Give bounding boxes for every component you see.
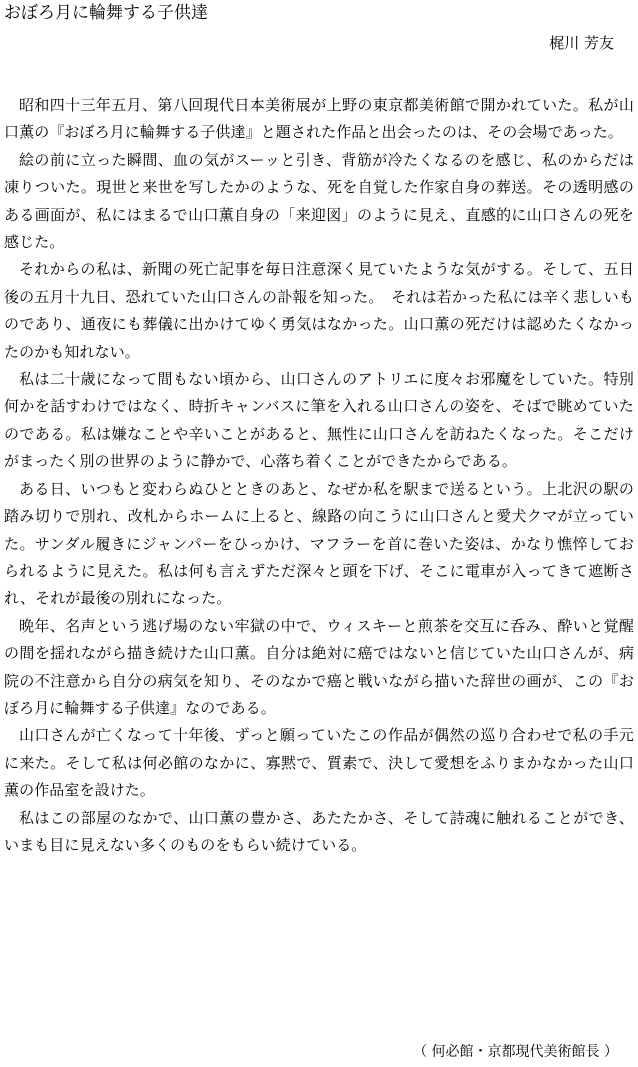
paragraph: ある日、いつもと変わらぬひとときのあと、なぜか私を駅まで送るという。上北沢の駅の踏み切りで別れ、改札からホームに上ると、線路の向こうに山口さんと愛犬クマが立っていた。サンダル履きにジャンパーをひっかけ、マフラーを首に巻いた姿は、かなり憔悴しておられるように見えた。私は何も言えずただ深々と頭を下げ、そこに電車が入ってきて遮断され、それが最後の別れになった。 <box>4 479 634 608</box>
paragraph: 昭和四十三年五月、第八回現代日本美術展が上野の東京都美術館で開かれていた。私が山口薫の『おぼろ月に輪舞する子供達』と題された作品と出会ったのは、その会場であった。 <box>4 96 634 142</box>
author-affiliation: （ 何必館・京都現代美術館長 ） <box>413 1044 618 1060</box>
paragraph: 私はこの部屋のなかで、山口薫の豊かさ、あたたかさ、そして詩魂に触れることができ、いまも目に見えない多くのものをもらい続けている。 <box>4 808 634 854</box>
document-title: おぼろ月に輪舞する子供達 <box>4 3 208 23</box>
paragraph: 山口さんが亡くなって十年後、ずっと願っていたこの作品が偶然の巡り合わせで私の手元に来た。そして私は何必館のなかに、寡黙で、質素で、決して愛想をふりまかなかった山口薫の作品室を設けた。 <box>4 726 634 800</box>
paragraph: 晩年、名声という逃げ場のない牢獄の中で、ウィスキーと煎茶を交互に呑み、酔いと覚醒の間を揺れながら描き続けた山口薫。自分は絶対に癌ではないと信じていた山口さんが、病院の不注意から自分の病気を知り、そのなかで癌と戦いながら描いた辞世の画が、この『おぼろ月に輪舞する子供達』なのである。 <box>4 616 634 717</box>
author-name: 梶川 芳友 <box>549 34 614 52</box>
paragraph: 私は二十歳になって間もない頃から、山口さんのアトリエに度々お邪魔をしていた。特別何かを話すわけではなく、時折キャンバスに筆を入れる山口さんの姿を、そばで眺めていたのである。私は嫌なことや辛いことがあると、無性に山口さんを訪ねたくなった。そこだけがまったく別の世界のように静かで、心落ち着くことができたからである。 <box>4 370 634 471</box>
essay-body <box>4 92 634 859</box>
paragraph: それからの私は、新聞の死亡記事を毎日注意深く見ていたような気がする。そして、五日後の五月十九日、恐れていた山口さんの訃報を知った。 それは若かった私には辛く悲しいものであり、通夜にも葬儀に出かけてゆく勇気はなかった。山口薫の死だけは認めたくなかったのかも知れない。 <box>4 260 634 361</box>
paragraph: 絵の前に立った瞬間、血の気がスーッと引き、背筋が冷たくなるのを感じ、私のからだは凍りついた。現世と来世を写したかのような、死を自覚した作家自身の葬送。その透明感のある画面が、私にはまるで山口薫自身の「来迎図」のように見え、直感的に山口さんの死を感じた。 <box>4 150 634 252</box>
